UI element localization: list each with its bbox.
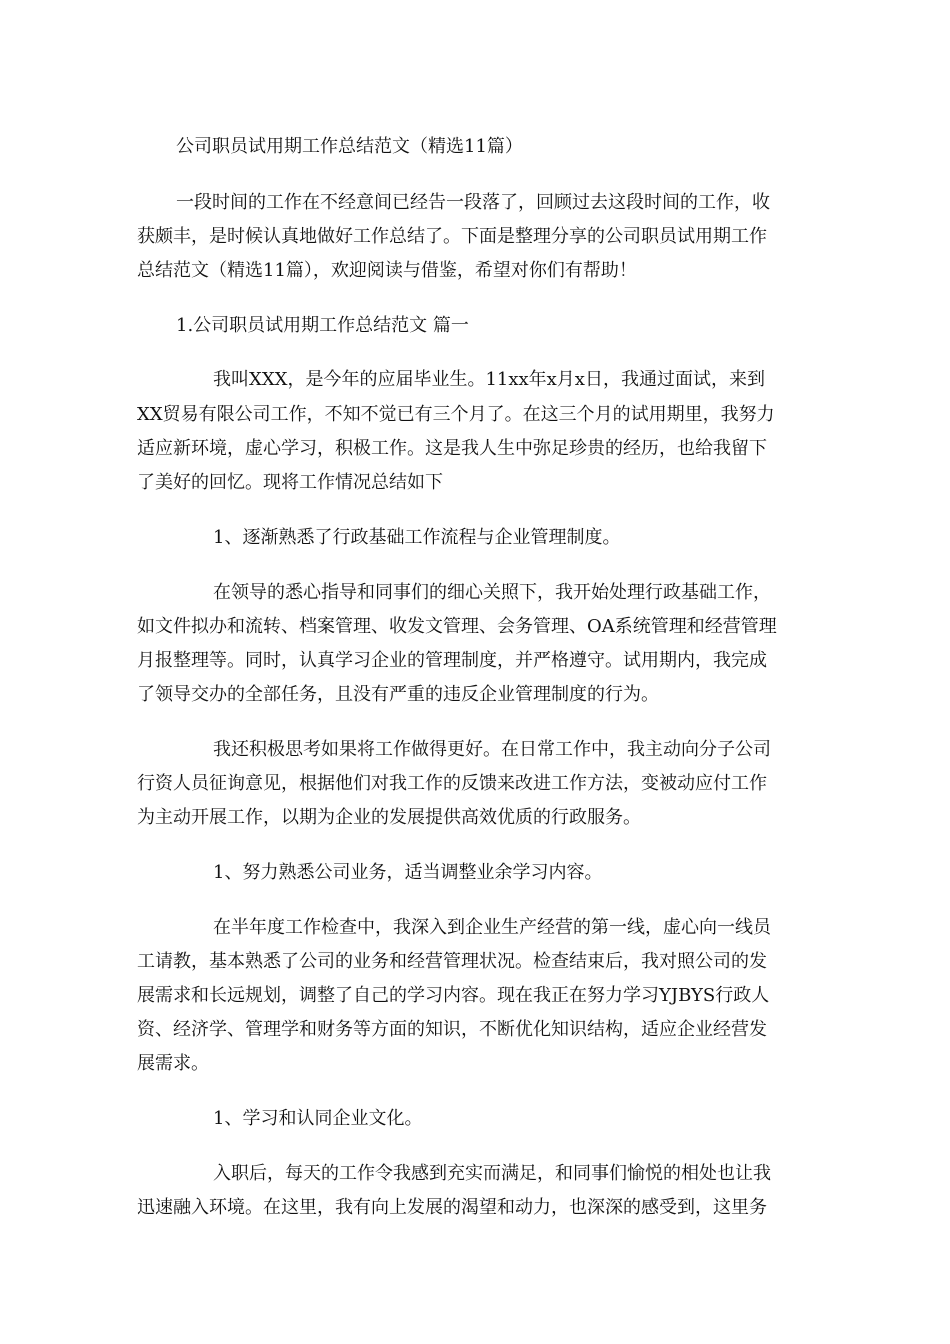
point-3-heading: 1、学习和认同企业文化。 (213, 1108, 423, 1129)
paragraph-4-line-5: 展需求。 (137, 1053, 209, 1074)
intro-line-3: 总结范文（精选11篇），欢迎阅读与借鉴，希望对你们有帮助！ (137, 260, 637, 281)
paragraph-4-line-4: 资、经济学、管理学和财务等方面的知识，不断优化知识结构，适应企业经营发 (137, 1019, 767, 1040)
section-heading: 1.公司职员试用期工作总结范文 篇一 (176, 315, 469, 336)
paragraph-3-line-2: 行资人员征询意见，根据他们对我工作的反馈来改进工作方法，变被动应付工作 (137, 773, 767, 794)
point-2-heading: 1、努力熟悉公司业务，适当调整业余学习内容。 (213, 862, 603, 883)
paragraph-2-line-1: 在领导的悉心指导和同事们的细心关照下，我开始处理行政基础工作， (213, 582, 771, 603)
paragraph-3-line-1: 我还积极思考如果将工作做得更好。在日常工作中，我主动向分子公司 (213, 739, 771, 760)
paragraph-1-line-1: 我叫XXX，是今年的应届毕业生。11xx年x月x日，我通过面试，来到 (213, 369, 765, 390)
intro-line-1: 一段时间的工作在不经意间已经告一段落了，回顾过去这段时间的工作，收 (176, 192, 770, 213)
paragraph-1-line-4: 了美好的回忆。现将工作情况总结如下 (137, 472, 443, 493)
point-1-heading: 1、逐渐熟悉了行政基础工作流程与企业管理制度。 (213, 527, 621, 548)
paragraph-5-line-1: 入职后，每天的工作令我感到充实而满足，和同事们愉悦的相处也让我 (213, 1163, 771, 1184)
intro-line-2: 获颇丰，是时候认真地做好工作总结了。下面是整理分享的公司职员试用期工作 (137, 226, 767, 247)
document-title: 公司职员试用期工作总结范文（精选11篇） (176, 136, 523, 157)
paragraph-4-line-2: 工请教，基本熟悉了公司的业务和经营管理状况。检查结束后，我对照公司的发 (137, 951, 767, 972)
paragraph-2-line-4: 了领导交办的全部任务，且没有严重的违反企业管理制度的行为。 (137, 684, 659, 705)
paragraph-4-line-3: 展需求和长远规划，调整了自己的学习内容。现在我正在努力学习YJBYS行政人 (137, 985, 770, 1006)
paragraph-1-line-3: 适应新环境，虚心学习，积极工作。这是我人生中弥足珍贵的经历，也给我留下 (137, 438, 767, 459)
paragraph-2-line-2: 如文件拟办和流转、档案管理、收发文管理、会务管理、OA系统管理和经营管理 (137, 616, 777, 637)
paragraph-3-line-3: 为主动开展工作，以期为企业的发展提供高效优质的行政服务。 (137, 807, 641, 828)
paragraph-1-line-2: XX贸易有限公司工作，不知不觉已有三个月了。在这三个月的试用期里，我努力 (137, 404, 775, 425)
paragraph-5-line-2: 迅速融入环境。在这里，我有向上发展的渴望和动力，也深深的感受到，这里务 (137, 1197, 767, 1218)
paragraph-2-line-3: 月报整理等。同时，认真学习企业的管理制度，并严格遵守。试用期内，我完成 (137, 650, 767, 671)
paragraph-4-line-1: 在半年度工作检查中，我深入到企业生产经营的第一线，虚心向一线员 (213, 917, 771, 938)
